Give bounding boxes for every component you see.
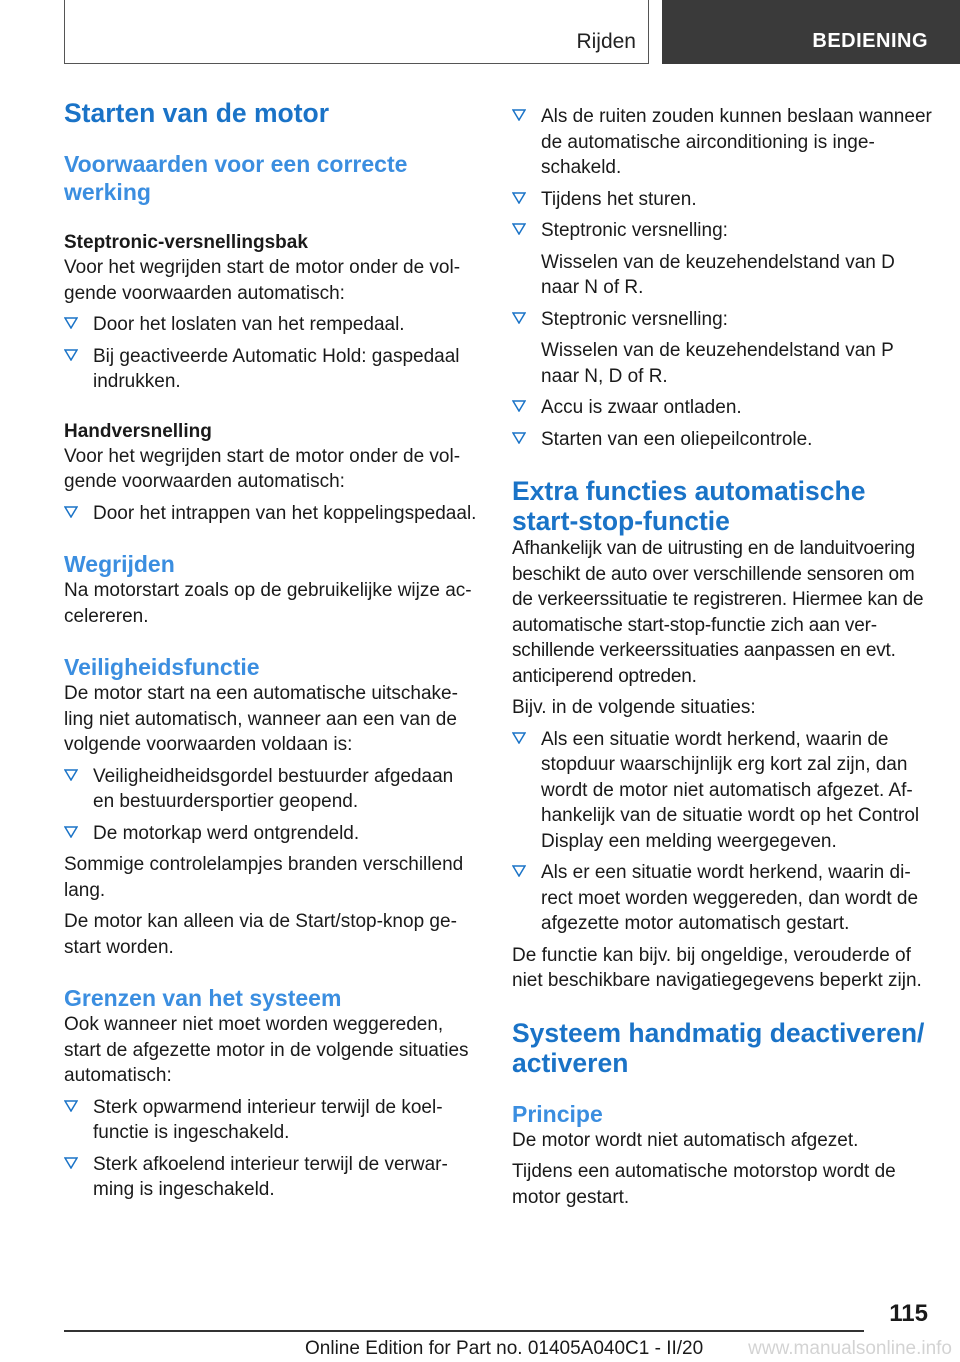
lamps-text: Sommige controlelampjes branden verschillend lang. — [64, 854, 464, 901]
list-item: Als een situatie wordt herkend, waarin de stopduur waarschijnlijk erg kort zal zijn, dan wordt de motor niet automatisch afgezet. Afhankelijk van de situatie wordt op het Control Display een melding weergegeven. — [512, 727, 932, 855]
safety-heading: Veiligheidsfunctie — [64, 654, 260, 680]
list-item: Steptronic versnelling: — [512, 218, 932, 244]
drive-heading: Wegrijden — [64, 551, 175, 577]
principle-text-1: De motor wordt niet automatisch afgezet. — [512, 1129, 859, 1151]
manual-text: Voor het wegrijden start de motor onder de volgende voorwaarden automatisch: — [64, 445, 461, 492]
triangle-bullet-icon — [64, 1100, 78, 1112]
steptronic-text: Voor het wegrijden start de motor onder de volgende voorwaarden automatisch: — [64, 257, 461, 304]
watermark: www.manualsonline.info — [748, 1338, 952, 1359]
list-item: Als de ruiten zouden kunnen beslaan wanneer de automatische airconditioning is ingeschakeld. — [512, 104, 932, 181]
manual-heading: Handversnelling — [64, 420, 212, 442]
extra-text: Afhankelijk van de uitrusting en de landuitvoering beschikt de auto over verschillende sensoren om de verkeerssituatie te registreren. Hiermee kan de automatische start-stop-functie zich aan verschillende verkeerssituaties aanpassen en evt. anticiperend optreden. — [512, 538, 924, 687]
triangle-bullet-icon — [512, 432, 526, 444]
limits-list-continued-3 — [512, 395, 932, 452]
page-title: Starten van de motor — [64, 98, 330, 128]
left-column — [64, 98, 478, 1203]
extra-list — [512, 727, 932, 937]
startstop-text: De motor kan alleen via de Start/stop-knop gestart worden. — [64, 911, 457, 958]
safety-list — [64, 764, 478, 847]
drive-text: Na motorstart zoals op de gebruikelijke wijze accelereren. — [64, 580, 472, 627]
principle-heading: Principe — [512, 1100, 603, 1127]
list-item: Sterk afkoelend interieur terwijl de verwarming is ingeschakeld. — [64, 1152, 478, 1203]
limits-text: Ook wanneer niet moet worden weggereden, start de afgezette motor in de volgende situaties automatisch: — [64, 1014, 469, 1086]
triangle-bullet-icon — [64, 317, 78, 329]
triangle-bullet-icon — [512, 223, 526, 235]
triangle-bullet-icon — [512, 192, 526, 204]
list-item: Door het loslaten van het rempedaal. — [64, 312, 478, 338]
limits-list-continued — [512, 104, 932, 244]
manual-list — [64, 501, 478, 527]
list-item: Sterk opwarmend interieur terwijl de koelfunctie is ingeschakeld. — [64, 1095, 478, 1146]
triangle-bullet-icon — [64, 769, 78, 781]
triangle-bullet-icon — [512, 865, 526, 877]
limit-text: De functie kan bijv. bij ongeldige, verouderde of niet beschikbare navigatiegegevens beperkt zijn. — [512, 944, 922, 991]
footer-divider — [64, 1330, 864, 1332]
principle-text-2: Tijdens een automatische motorstop wordt de motor gestart. — [512, 1161, 896, 1208]
limits-heading: Grenzen van het systeem — [64, 985, 342, 1011]
triangle-bullet-icon — [64, 826, 78, 838]
triangle-bullet-icon — [64, 1157, 78, 1169]
list-item: De motorkap werd ontgrendeld. — [64, 821, 478, 847]
steptronic-heading: Steptronic-versnellingsbak — [64, 232, 308, 253]
section-tab: BEDIENING — [662, 0, 960, 64]
list-item: Als er een situatie wordt herkend, waarin direct moet worden weggereden, dan wordt de afgezette motor automatisch gestart. — [512, 860, 932, 937]
triangle-bullet-icon — [512, 400, 526, 412]
list-item: Veiligheidheidsgordel bestuurder afgedaan en bestuurdersportier geopend. — [64, 764, 478, 815]
page-number: 115 — [889, 1300, 928, 1327]
list-item-detail: Wisselen van de keuzehendelstand van P naar N, D of R. — [541, 340, 894, 387]
list-item: Steptronic versnelling: — [512, 307, 932, 333]
right-column — [512, 104, 932, 1210]
triangle-bullet-icon — [512, 109, 526, 121]
list-item: Tijdens het sturen. — [512, 187, 932, 213]
triangle-bullet-icon — [64, 506, 78, 518]
header-frame — [64, 0, 649, 64]
chapter-label: Rijden — [576, 30, 636, 53]
list-item: Starten van een oliepeilcontrole. — [512, 427, 932, 453]
triangle-bullet-icon — [512, 732, 526, 744]
list-item-detail: Wisselen van de keuzehendelstand van D naar N of R. — [541, 251, 895, 298]
conditions-heading: Voorwaarden voor een correcte werking — [64, 151, 408, 205]
manual-control-heading: Systeem handmatig deactiveren/ activeren — [512, 1017, 925, 1078]
list-item: Door het intrappen van het koppelingspedaal. — [64, 501, 478, 527]
list-item: Accu is zwaar ontladen. — [512, 395, 932, 421]
triangle-bullet-icon — [512, 312, 526, 324]
extra-heading: Extra functies automatische start-stop-functie — [512, 476, 866, 536]
list-item: Bij geactiveerde Automatic Hold: gaspedaal indrukken. — [64, 344, 478, 395]
safety-text: De motor start na een automatische uitschakeling niet automatisch, wanneer aan een van de volgende voorwaarden voldaan is: — [64, 683, 458, 755]
limits-list-continued-2 — [512, 307, 932, 333]
example-text: Bijv. in de volgende situaties: — [512, 697, 756, 718]
edition-text: Online Edition for Part no. 01405A040C1 - II/20 — [305, 1338, 704, 1359]
triangle-bullet-icon — [64, 349, 78, 361]
limits-list — [64, 1095, 478, 1203]
steptronic-list — [64, 312, 478, 395]
